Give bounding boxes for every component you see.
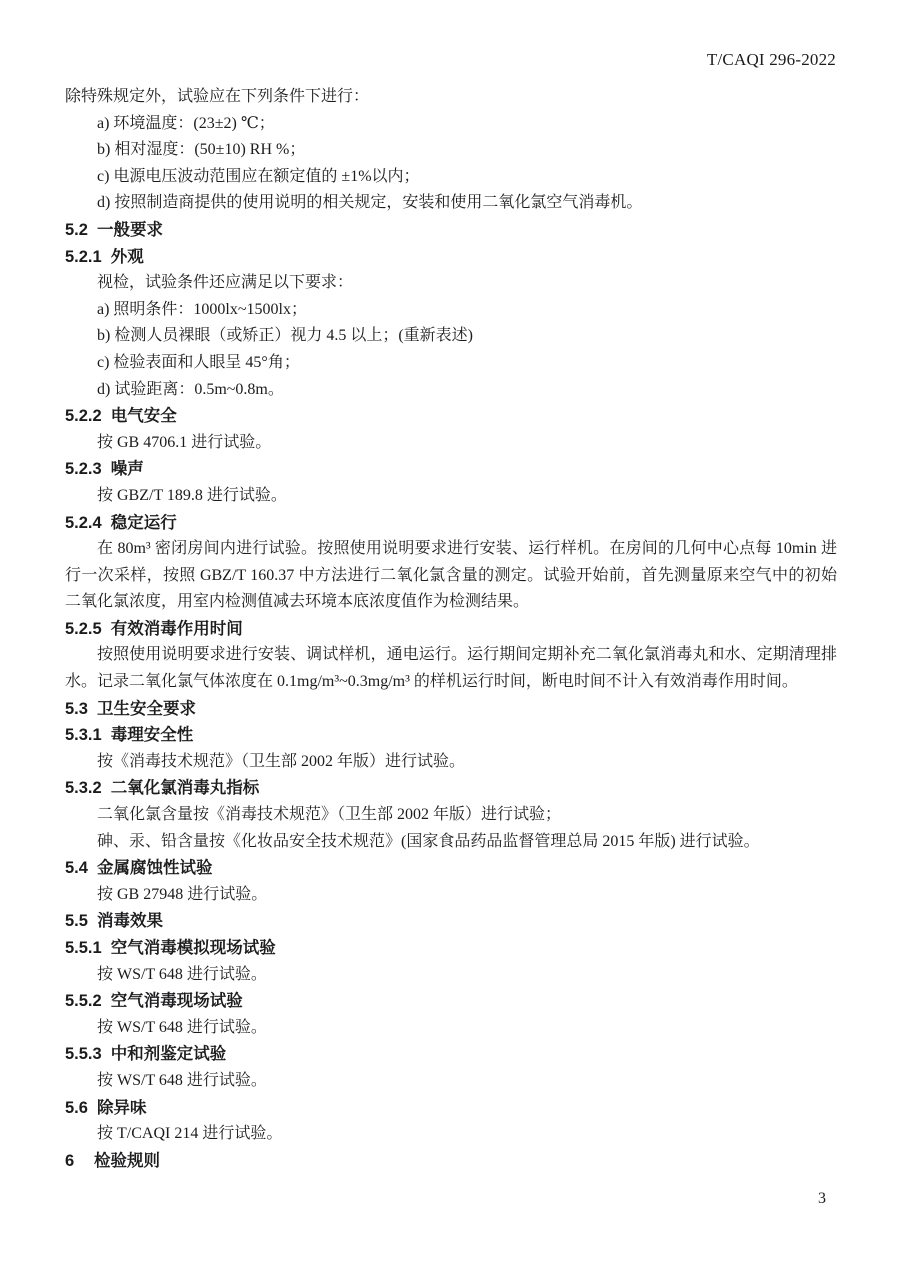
section-title: 卫生安全要求 (97, 699, 196, 718)
body-paragraph: 在 80m³ 密闭房间内进行试验。按照使用说明要求进行安装、运行样机。在房间的几何中心点每 10min 进行一次采样，按照 GBZ/T 160.37 中方法进行二氧化氯含量的测定。试验开始前，首先测量原来空气中的初始二氧化氯浓度，用室内检测值减去环境本底浓度值作为检测结果。 (65, 540, 837, 611)
section-number: 5.2.2 (65, 407, 102, 426)
section-title: 中和剂鉴定试验 (110, 1045, 227, 1064)
section-heading-5-2-3 (65, 456, 837, 483)
section-number: 5.2.1 (65, 247, 102, 266)
section-number: 5.3.2 (65, 779, 102, 798)
section-number: 5.2.5 (65, 619, 102, 638)
section-heading-5-5-2 (65, 988, 837, 1015)
section-title: 一般要求 (97, 220, 163, 239)
standard-code-header: T/CAQI 296-2022 (706, 50, 836, 69)
section-number: 6 (65, 1151, 75, 1170)
section-heading-5-5 (65, 908, 837, 935)
section-heading-5-3-1 (65, 722, 837, 749)
section-heading-5-2-4 (65, 510, 837, 537)
body-paragraph: 砷、汞、铅含量按《化妆品安全技术规范》(国家食品药品监督管理总局 2015 年版) 进行试验。 (97, 832, 760, 850)
list-item: a) 环境温度：(23±2) ℃； (97, 114, 275, 132)
body-paragraph: 按 WS/T 648 进行试验。 (97, 965, 267, 983)
body-paragraph: 按 WS/T 648 进行试验。 (97, 1018, 267, 1036)
section-title: 空气消毒现场试验 (110, 992, 243, 1011)
body-paragraph: 除特殊规定外，试验应在下列条件下进行： (65, 88, 370, 105)
section-heading-5-6 (65, 1095, 837, 1122)
section-heading-5-2-1 (65, 244, 837, 271)
section-title: 电气安全 (110, 407, 177, 426)
document-body (65, 84, 837, 1174)
section-title: 二氧化氯消毒丸指标 (110, 779, 260, 798)
body-paragraph: 按《消毒技术规范》（卫生部 2002 年版）进行试验。 (97, 752, 466, 770)
section-number: 5.3.1 (65, 726, 102, 745)
page-number: 3 (818, 1190, 826, 1207)
section-heading-5-5-3 (65, 1041, 837, 1068)
section-title: 有效消毒作用时间 (110, 619, 243, 638)
section-heading-5-3 (65, 696, 837, 723)
section-title: 除异味 (97, 1098, 147, 1117)
section-heading-5-5-1 (65, 935, 837, 962)
list-item: a) 照明条件：1000lx~1500lx； (97, 300, 307, 318)
body-paragraph: 按 T/CAQI 214 进行试验。 (97, 1125, 283, 1143)
section-number: 5.2.4 (65, 513, 102, 532)
list-item: b) 相对湿度：(50±10) RH %； (97, 141, 306, 159)
section-title: 稳定运行 (110, 513, 177, 532)
body-paragraph: 二氧化氯含量按《消毒技术规范》（卫生部 2002 年版）进行试验； (97, 806, 562, 824)
list-item: b) 检测人员裸眼（或矫正）视力 4.5 以上；(重新表述) (97, 327, 473, 345)
section-title: 空气消毒模拟现场试验 (110, 939, 276, 957)
list-item: c) 电源电压波动范围应在额定值的 ±1%以内； (97, 167, 420, 185)
section-heading-5-3-2 (65, 775, 837, 802)
section-title: 消毒效果 (97, 912, 163, 931)
list-item: c) 检验表面和人眼呈 45°角； (97, 353, 300, 371)
body-paragraph: 按照使用说明要求进行安装、调试样机，通电运行。运行期间定期补充二氧化氯消毒丸和水、定期清理排水。记录二氧化氯气体浓度在 0.1mg/m³~0.3mg/m³ 的样机运行时间，断电时间不计入有效消毒作用时间。 (65, 646, 837, 691)
section-title: 外观 (110, 247, 144, 266)
section-title: 毒理安全性 (110, 726, 194, 745)
section-heading-5-2-5 (65, 616, 837, 643)
section-number: 5.4 (65, 859, 88, 878)
section-number: 5.6 (65, 1098, 88, 1117)
section-title: 噪声 (110, 460, 144, 479)
body-paragraph: 按 GBZ/T 189.8 进行试验。 (97, 486, 287, 504)
section-number: 5.3 (65, 699, 88, 718)
body-paragraph: 按 GB 4706.1 进行试验。 (97, 433, 272, 451)
body-paragraph: 按 GB 27948 进行试验。 (97, 885, 268, 903)
section-number: 5.5.3 (65, 1045, 102, 1064)
section-number: 5.2 (65, 220, 88, 239)
section-title: 金属腐蚀性试验 (97, 859, 213, 878)
section-number: 5.5 (65, 912, 88, 931)
section-number: 5.5.1 (65, 939, 102, 957)
section-heading-5-2 (65, 217, 837, 244)
section-number: 5.2.3 (65, 460, 102, 479)
section-heading-5-2-2 (65, 403, 837, 430)
section-title: 检验规则 (93, 1151, 160, 1170)
body-paragraph: 视检，试验条件还应满足以下要求： (97, 274, 354, 292)
section-heading-6 (65, 1148, 837, 1175)
list-item: d) 按照制造商提供的使用说明的相关规定，安装和使用二氧化氯空气消毒机。 (97, 194, 643, 212)
section-number: 5.5.2 (65, 992, 102, 1011)
body-paragraph: 按 WS/T 648 进行试验。 (97, 1071, 267, 1089)
section-heading-5-4 (65, 855, 837, 882)
list-item: d) 试验距离：0.5m~0.8m。 (97, 380, 284, 398)
